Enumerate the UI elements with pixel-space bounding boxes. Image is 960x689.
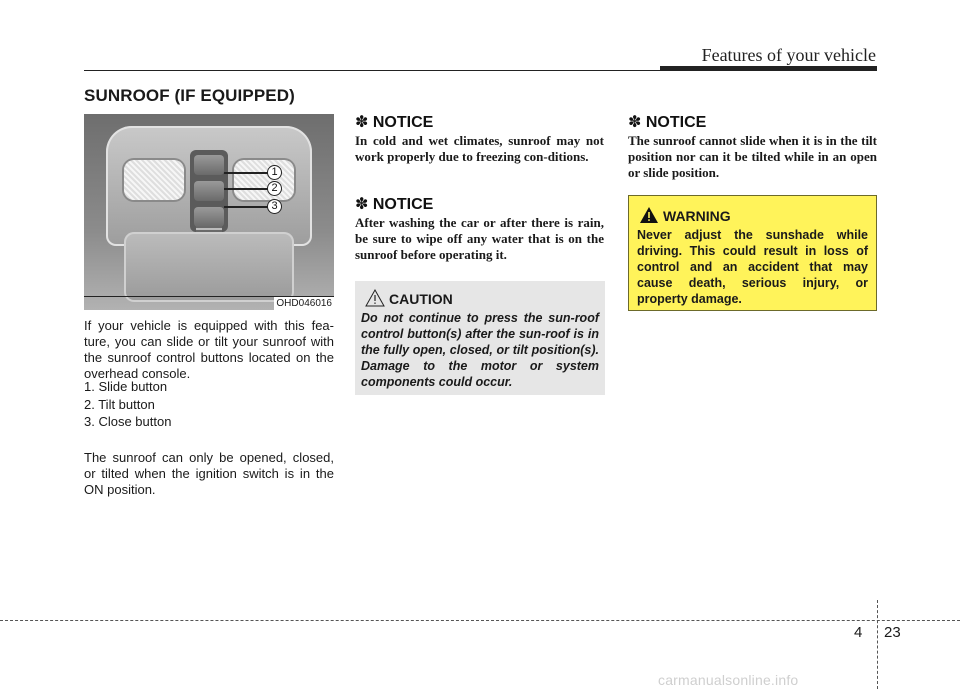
warning-heading: WARNING [663, 208, 731, 224]
warning-box [628, 195, 877, 311]
slide-button-graphic [194, 155, 224, 175]
sunglass-holder [124, 232, 294, 302]
notice-text-3: The sunroof cannot slide when it is in the tilt position nor can it be tilted while in an open or slide position. [628, 133, 877, 180]
map-lamp-left [124, 160, 184, 200]
figure-id-bar [84, 296, 334, 311]
footer-divider [877, 600, 878, 689]
caution-box [355, 281, 605, 395]
section-title: SUNROOF (IF EQUIPPED) [84, 86, 295, 105]
overhead-console-figure [84, 114, 334, 310]
page-number: 23 [884, 624, 901, 641]
footer-rule [0, 620, 960, 621]
caution-text: Do not continue to press the sun-roof control button(s) after the sun-roof is in the fully open, closed, or tilt position(s). Damage to the motor or system components could occur. [361, 311, 599, 389]
callout-line-3 [224, 206, 269, 208]
close-button-graphic [194, 207, 224, 227]
callout-line-1 [224, 172, 269, 174]
tilt-button-graphic [194, 181, 224, 201]
header-rule [84, 70, 877, 71]
sunroof-button-panel [190, 150, 228, 232]
figure-id: OHD046016 [276, 298, 332, 309]
list-item-slide: 1. Slide button [84, 379, 168, 394]
notice-heading-1: ✽ NOTICE [355, 114, 434, 131]
ignition-paragraph: The sunroof can only be opened, closed, or tilted when the ignition switch is in the ON position. [84, 450, 334, 497]
warning-triangle-filled-icon [639, 206, 659, 224]
warning-text: Never adjust the sunshade while driving. This could result in loss of control and an accident that may cause death, serious injury, or property damage. [637, 228, 868, 306]
callout-line-2 [224, 188, 269, 190]
list-item-tilt: 2. Tilt button [84, 396, 155, 412]
intro-paragraph: If your vehicle is equipped with this fea-ture, you can slide or tilt your sunroof with the sunroof control buttons located on the overhead console. [84, 318, 334, 381]
caution-heading: CAUTION [389, 291, 453, 307]
button-list [84, 378, 334, 431]
notice-heading-3: ✽ NOTICE [628, 114, 707, 131]
notice-text-2: After washing the car or after there is rain, be sure to wipe off any water that is on the sunroof before operating it. [355, 215, 604, 262]
list-item-close: 3. Close button [84, 414, 172, 429]
callout-1: 1 [267, 165, 282, 180]
map-lamp-right [234, 160, 294, 200]
callout-2: 2 [267, 181, 282, 196]
notice-text-1: In cold and wet climates, sunroof may not work properly due to freezing con-ditions. [355, 133, 604, 164]
callout-3: 3 [267, 199, 282, 214]
notice-heading-2: ✽ NOTICE [355, 196, 434, 213]
chapter-number: 4 [854, 624, 863, 641]
watermark: carmanualsonline.info [658, 672, 799, 688]
header-title: Features of your vehicle [701, 45, 876, 65]
caution-triangle-outline-icon [365, 289, 385, 307]
